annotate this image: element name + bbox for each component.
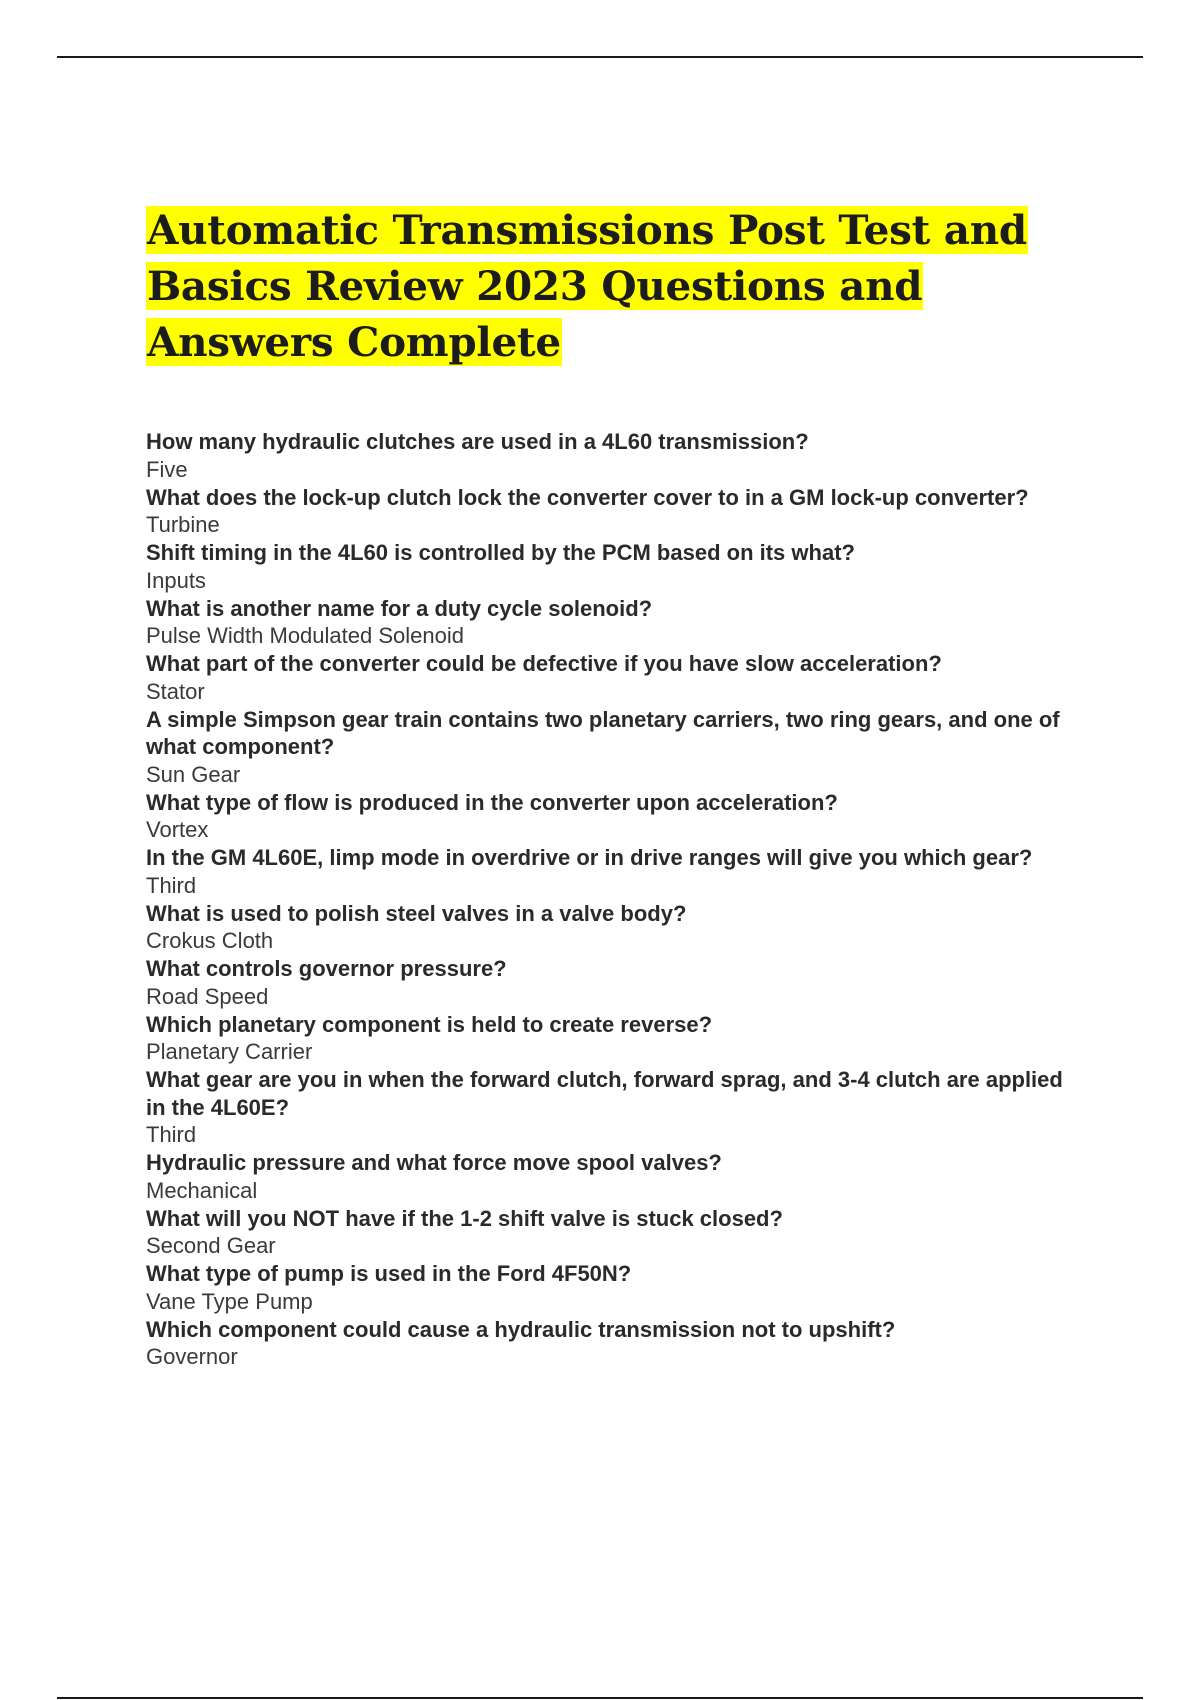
qa-item — [146, 539, 1086, 595]
qa-item — [146, 595, 1086, 651]
question-text: What does the lock-up clutch lock the converter cover to in a GM lock-up converter? — [146, 484, 1029, 510]
question-text: What will you NOT have if the 1-2 shift valve is stuck closed? — [146, 1205, 783, 1231]
answer-text: Planetary Carrier — [146, 1039, 313, 1064]
qa-item — [146, 1205, 1086, 1261]
answer-text: Governor — [146, 1344, 238, 1369]
qa-item — [146, 706, 1086, 789]
question-text: What is used to polish steel valves in a valve body? — [146, 900, 687, 926]
answer-text: Sun Gear — [146, 761, 241, 787]
question-text: How many hydraulic clutches are used in a 4L60 transmission? — [146, 429, 809, 454]
qa-list — [146, 428, 1086, 1371]
document-title — [146, 202, 1086, 370]
answer-text: Third — [146, 1122, 197, 1147]
question-text: Which component could cause a hydraulic transmission not to upshift? — [146, 1316, 896, 1342]
answer-text: Road Speed — [146, 983, 269, 1009]
qa-item — [146, 900, 1086, 956]
answer-text: Pulse Width Modulated Solenoid — [146, 623, 464, 648]
question-text: What is another name for a duty cycle solenoid? — [146, 595, 653, 621]
qa-item — [146, 484, 1086, 540]
answer-text: Five — [146, 456, 188, 482]
answer-text: Second Gear — [146, 1233, 276, 1258]
bottom-rule — [57, 1697, 1143, 1699]
question-text: A simple Simpson gear train contains two planetary carriers, two ring gears, and one of what component? — [146, 706, 1060, 759]
answer-text: Stator — [146, 678, 205, 704]
question-text: What controls governor pressure? — [146, 956, 507, 981]
question-text: Shift timing in the 4L60 is controlled by the PCM based on its what? — [146, 540, 855, 565]
qa-item — [146, 650, 1086, 706]
qa-item — [146, 955, 1086, 1011]
answer-text: Turbine — [146, 512, 220, 537]
question-text: Which planetary component is held to create reverse? — [146, 1011, 713, 1037]
title-highlight: Automatic Transmissions Post Test and Basics Review 2023 Questions and Answers Complete — [147, 206, 1027, 366]
answer-text: Vortex — [146, 817, 209, 842]
answer-text: Third — [146, 872, 197, 898]
qa-item — [146, 1260, 1086, 1316]
qa-item — [146, 1011, 1086, 1067]
question-text: What type of flow is produced in the converter upon acceleration? — [146, 789, 838, 815]
top-rule — [57, 56, 1143, 58]
question-text: What gear are you in when the forward clutch, forward sprag, and 3-4 clutch are applied in the 4L60E? — [146, 1067, 1063, 1120]
document-body — [146, 202, 1086, 1371]
qa-item — [146, 1066, 1086, 1149]
answer-text: Mechanical — [146, 1177, 258, 1203]
qa-item — [146, 844, 1086, 900]
qa-item — [146, 428, 1086, 484]
answer-text: Vane Type Pump — [146, 1288, 313, 1314]
qa-item — [146, 1149, 1086, 1205]
question-text: What part of the converter could be defective if you have slow acceleration? — [146, 651, 942, 676]
question-text: In the GM 4L60E, limp mode in overdrive or in drive ranges will give you which gear? — [146, 845, 1033, 870]
answer-text: Crokus Cloth — [146, 928, 274, 953]
answer-text: Inputs — [146, 567, 206, 593]
question-text: Hydraulic pressure and what force move spool valves? — [146, 1150, 722, 1175]
qa-item — [146, 1316, 1086, 1372]
question-text: What type of pump is used in the Ford 4F50N? — [146, 1261, 632, 1286]
qa-item — [146, 789, 1086, 845]
